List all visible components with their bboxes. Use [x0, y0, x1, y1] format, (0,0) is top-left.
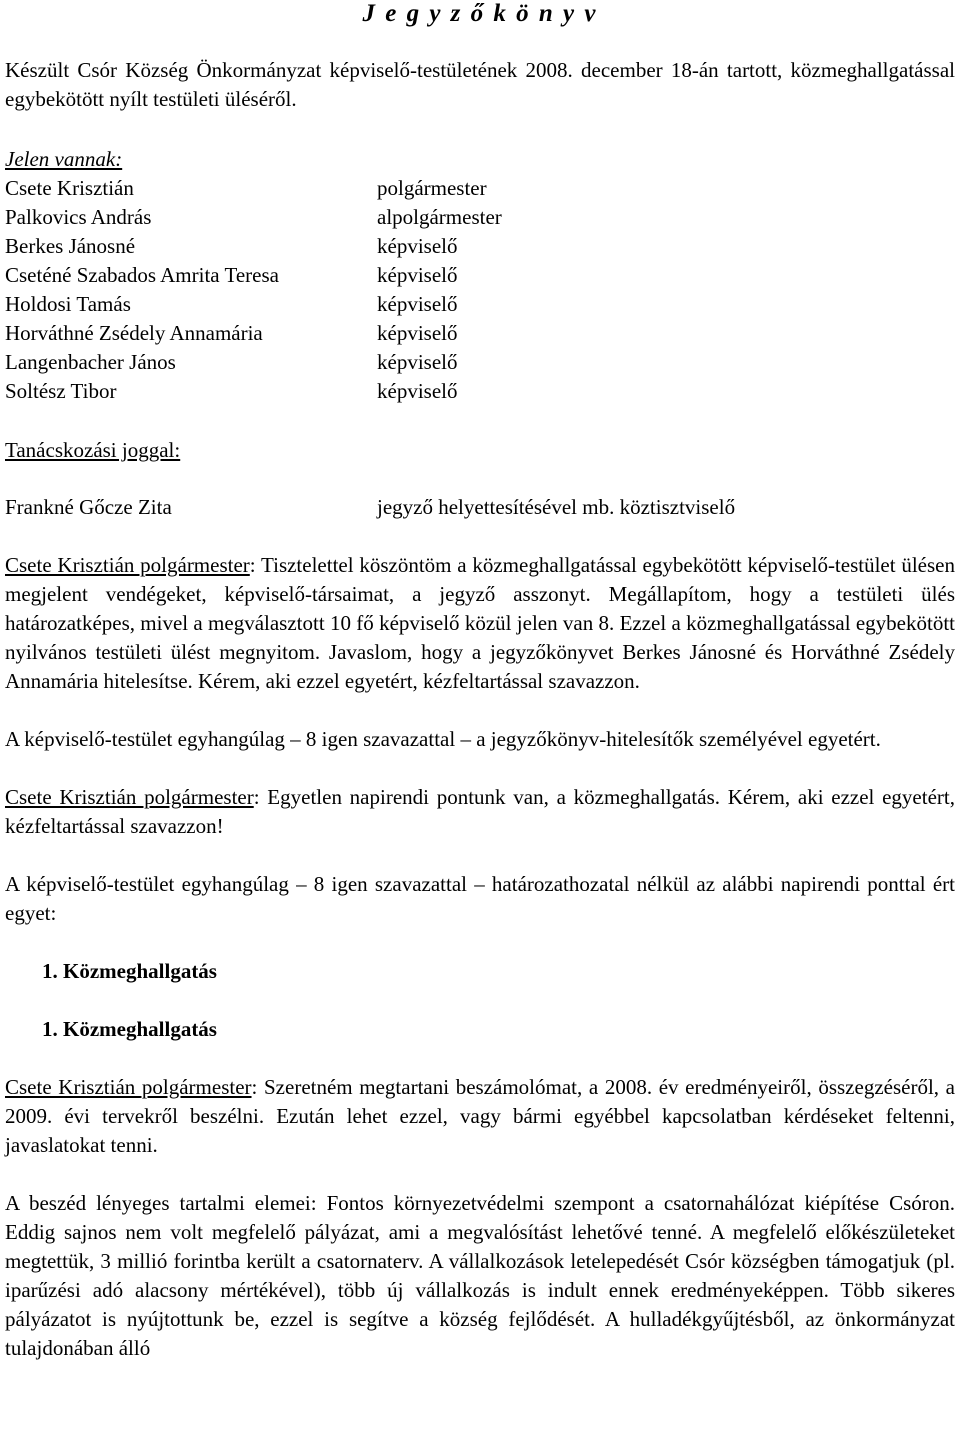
advisory-name: Frankné Gőcze Zita: [5, 495, 172, 519]
attendee-role: képviselő: [377, 263, 458, 287]
attendee-row: [5, 319, 955, 348]
attendee-role: képviselő: [377, 321, 458, 345]
paragraph-text: : Tisztelettel köszöntöm a közmeghallgatással egybekötött képviselő-testület ülésen megjelent vendégeket, képviselő-társaimat, a jegyző asszonyt. Megállapítom, hogy a testületi ülés határozatképes, mivel a megválasztott 10 fő képviselő közül jelen van 8. Ezzel a közmeghallgatással egybekötött nyilvános testületi ülést megnyitom. Javaslom, hogy a jegyzőkönyvet Berkes Jánosné és Horváthné Zsédely Annamária hitelesítse. Kérem, aki ezzel egyetért, kézfeltartással szavazzon.: [5, 553, 955, 693]
agenda-vote-paragraph: A képviselő-testület egyhangúlag – 8 igen szavazattal – határozathozatal nélkül az alábbi napirendi ponttal ért egyet:: [5, 872, 955, 925]
document-page: [5, 0, 955, 1363]
attendee-role: alpolgármester: [377, 205, 502, 229]
advisory-heading: Tanácskozási joggal:: [5, 438, 181, 462]
document-title: J e g y z ő k ö n y v: [362, 0, 598, 27]
attendee-name: Holdosi Tamás: [5, 292, 131, 316]
agenda-item: 1. Közmeghallgatás: [42, 959, 217, 983]
paragraph-text: : Egyetlen napirendi pontunk van, a közmeghallgatás. Kérem, aki ezzel egyetért, kézfeltartással szavazzon!: [5, 785, 955, 838]
attendee-name: Horváthné Zsédely Annamária: [5, 321, 263, 345]
attendee-row: [5, 232, 955, 261]
present-heading: Jelen vannak:: [5, 147, 123, 171]
attendee-role: polgármester: [377, 176, 487, 200]
speaker-label: Csete Krisztián polgármester: [5, 785, 254, 809]
attendee-role: képviselő: [377, 234, 458, 258]
speaker-label: Csete Krisztián polgármester: [5, 553, 250, 577]
attendee-row: [5, 261, 955, 290]
attendee-row: [5, 377, 955, 406]
attendee-name: Csete Krisztián: [5, 176, 134, 200]
attendee-list: [5, 174, 955, 406]
attendee-name: Soltész Tibor: [5, 379, 117, 403]
attendee-row: [5, 290, 955, 319]
attendee-role: képviselő: [377, 350, 458, 374]
advisory-role: jegyző helyettesítésével mb. köztisztviselő: [377, 495, 736, 519]
report-speech-paragraph: [5, 1073, 955, 1160]
opening-speech-paragraph: [5, 551, 955, 696]
attendee-row: [5, 174, 955, 203]
attendee-role: képviselő: [377, 379, 458, 403]
attendee-name: Cseténé Szabados Amrita Teresa: [5, 263, 279, 287]
attendee-row: [5, 348, 955, 377]
attendee-name: Palkovics András: [5, 205, 152, 229]
intro-paragraph: Készült Csór Község Önkormányzat képviselő-testületének 2008. december 18-án tartott, közmeghallgatással egybekötött nyílt testületi üléséről.: [5, 58, 955, 111]
attendee-name: Berkes Jánosné: [5, 234, 136, 258]
attendee-row: [5, 203, 955, 232]
paragraph-text: : Szeretném megtartani beszámolómat, a 2008. év eredményeiről, összegzéséről, a 2009. évi tervekről beszélni. Ezután lehet ezzel, vagy bármi egyébbel kapcsolatban kérdéseket feltenni, javaslatokat tenni.: [5, 1075, 955, 1157]
attendee-name: Langenbacher János: [5, 350, 176, 374]
agenda-item-heading: 1. Közmeghallgatás: [42, 1017, 217, 1041]
advisory-row: [5, 493, 955, 522]
agenda-speech-paragraph: [5, 783, 955, 841]
speaker-label: Csete Krisztián polgármester: [5, 1075, 252, 1099]
vote-result-paragraph: A képviselő-testület egyhangúlag – 8 igen szavazattal – a jegyzőkönyv-hitelesítők személyével egyetért.: [5, 727, 881, 751]
attendee-role: képviselő: [377, 292, 458, 316]
speech-summary-paragraph: A beszéd lényeges tartalmi elemei: Fontos környezetvédelmi szempont a csatornahálózat kiépítése Csóron. Eddig sajnos nem volt megfelelő pályázat, ami a megvalósítást lehetővé tenné. A megfelelő előkészületeket megtettük, 3 millió forintba került a csatornaterv. A vállalkozások letelepedését Csór községben támogatjuk (pl. iparűzési adó alacsony mértékével), több új vállalkozás is indult ennek eredményeképpen. Több sikeres pályázatot is nyújtottunk be, ezzel is segítve a község fejlődését. A hulladékgyűjtésből, az önkormányzat tulajdonában álló: [5, 1191, 955, 1360]
